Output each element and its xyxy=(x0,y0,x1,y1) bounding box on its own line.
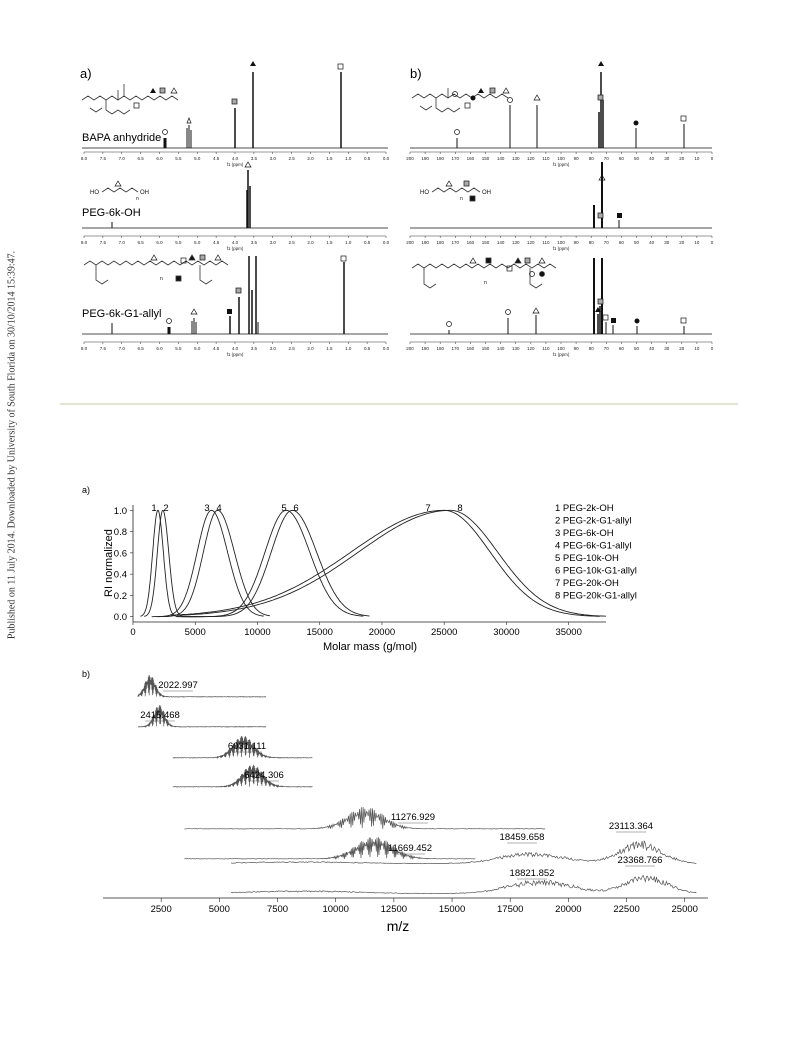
nmr-tick-label: 50 xyxy=(633,346,640,351)
nmr-tick-label: 40 xyxy=(649,240,655,245)
nmr-tick-label: 200 xyxy=(406,240,414,245)
nmr-tick-label: 1.5 xyxy=(326,240,333,245)
nmr-tick-label: 4.0 xyxy=(231,156,239,161)
square-gray-marker-icon xyxy=(236,288,241,293)
c13-spectrum-peg6k xyxy=(410,162,712,228)
gpc-peak-number: 8 xyxy=(457,503,463,514)
maldi-x-tick-label: 17500 xyxy=(497,904,524,915)
gpc-curves xyxy=(141,510,607,616)
circle-open-marker-icon xyxy=(453,92,458,97)
nmr-tick-label: 30 xyxy=(664,156,670,161)
nmr-tick-label: 90 xyxy=(573,240,579,245)
maldi-x-tick-label: 5000 xyxy=(208,904,230,915)
gpc-x-tick-label: 0 xyxy=(130,627,136,638)
square-open-marker-icon xyxy=(465,103,470,108)
publication-notice: Published on 11 July 2014. Downloaded by University of South Florida on 30/10/2014 15:39:47. xyxy=(6,250,18,640)
nmr-tick-label: 1.0 xyxy=(345,240,352,245)
nmr-tick-label: 6.5 xyxy=(137,240,144,245)
nmr-tick-label: 4.0 xyxy=(231,240,239,245)
nmr-tick-label: 10 xyxy=(694,240,700,245)
nmr-tick-label: 3.5 xyxy=(250,156,258,161)
nmr-tick-label: 1.0 xyxy=(345,156,352,161)
h1-axis-2 xyxy=(81,236,390,251)
nmr-tick-label: 50 xyxy=(633,240,640,245)
gpc-peak-number: 6 xyxy=(293,503,299,514)
nmr-tick-label: 0 xyxy=(710,156,714,161)
nmr-tick-label: 0.5 xyxy=(363,156,371,161)
triangle-filled-marker-icon xyxy=(598,61,604,66)
nmr-tick-label: 4.5 xyxy=(212,156,220,161)
nmr-tick-label: 2.0 xyxy=(307,346,314,351)
nmr-tick-label: 0.0 xyxy=(382,240,390,245)
maldi-x-tick-label: 22500 xyxy=(613,904,640,915)
maldi-peak-label: 11669.452 xyxy=(387,843,433,854)
nmr-tick-label: 150 xyxy=(481,156,490,161)
nmr-panel-b xyxy=(406,61,714,357)
gpc-legend-entry: 8 PEG-20k-G1-allyl xyxy=(555,590,637,602)
nmr-tick-label: 5.0 xyxy=(194,156,201,161)
triangle-open-marker-icon xyxy=(187,118,191,123)
nmr-tick-label: 130 xyxy=(511,156,520,161)
triangle-open-marker-icon xyxy=(245,162,251,167)
gpc-x-tick-label: 25000 xyxy=(430,627,458,638)
square-filled-marker-icon xyxy=(227,309,232,314)
nmr-tick-label: 180 xyxy=(436,156,444,161)
maldi-peak-label: 23368.766 xyxy=(617,855,663,866)
nmr-tick-label: 160 xyxy=(466,240,475,245)
gpc-x-tick-label: 15000 xyxy=(306,627,333,638)
nmr-tick-label: 50 xyxy=(633,156,640,161)
nmr-tick-label: 40 xyxy=(649,346,655,351)
square-open-marker-icon xyxy=(681,116,686,121)
repeat-unit-n: n xyxy=(460,196,463,202)
square-gray-marker-icon xyxy=(598,213,603,218)
nmr-tick-label: 60 xyxy=(618,156,624,161)
peg6k-g1-13c-structure-drawing xyxy=(412,258,556,288)
nmr-tick-label: 80 xyxy=(588,240,594,245)
triangle-filled-marker-icon xyxy=(478,88,484,93)
circle-filled-marker-icon xyxy=(634,121,639,126)
square-open-marker-icon xyxy=(338,64,343,69)
nmr-tick-label: 0 xyxy=(710,240,714,245)
h1-spectrum-peg6k-g1 xyxy=(82,256,388,334)
square-open-marker-icon xyxy=(134,103,139,108)
panel-label-a: a) xyxy=(80,66,92,81)
gpc-legend-entry: 7 PEG-20k-OH xyxy=(555,578,619,589)
maldi-peak-label: 2415.468 xyxy=(140,710,180,721)
circle-filled-marker-icon xyxy=(471,96,476,101)
maldi-x-tick-label: 10000 xyxy=(322,904,349,915)
maldi-peak-label: 11276.929 xyxy=(390,812,436,823)
nmr-tick-label: 70 xyxy=(603,240,609,245)
maldi-x-tick-label: 7500 xyxy=(266,904,289,915)
gpc-peak-number: 7 xyxy=(425,503,431,514)
square-gray-marker-icon xyxy=(598,299,603,304)
nmr-tick-label: 8.0 xyxy=(80,346,88,351)
maldi-x-tick-label: 20000 xyxy=(555,904,582,915)
nmr-tick-label: 100 xyxy=(557,240,565,245)
gpc-peak-number: 3 xyxy=(204,503,210,514)
gpc-y-tick-label: 0.0 xyxy=(113,612,127,624)
nmr-tick-label: 3.0 xyxy=(269,240,276,245)
circle-open-marker-icon xyxy=(455,130,460,135)
nmr-tick-label: 2.0 xyxy=(307,240,314,245)
circle-open-marker-icon xyxy=(506,310,511,315)
circle-open-marker-icon xyxy=(508,98,513,103)
nmr-tick-label: 170 xyxy=(451,346,460,351)
square-open-marker-icon xyxy=(341,256,346,261)
square-gray-marker-icon xyxy=(598,95,603,100)
gpc-x-axis-title: Molar mass (g/mol) xyxy=(322,641,418,653)
gpc-legend-entry: 2 PEG-2k-G1-allyl xyxy=(555,515,632,527)
nmr-tick-label: 3.0 xyxy=(269,156,276,161)
nmr-tick-label: 5.0 xyxy=(194,346,201,351)
gpc-x-tick-label: 30000 xyxy=(493,627,520,638)
gpc-legend-entry: 1 PEG-2k-OH xyxy=(555,503,614,514)
nmr-tick-label: 180 xyxy=(436,240,444,245)
gpc-x-tick-label: 5000 xyxy=(184,627,206,638)
gpc-peak-number: 2 xyxy=(163,503,169,514)
nmr-tick-label: 2.5 xyxy=(288,346,295,351)
maldi-peak-label: 23113.364 xyxy=(608,821,654,832)
nmr-tick-label: 70 xyxy=(603,156,609,161)
maldi-peak-label: 6424.306 xyxy=(244,770,284,781)
repeat-unit-n: n xyxy=(136,196,139,202)
nmr-tick-label: 170 xyxy=(451,240,460,245)
triangle-open-marker-icon xyxy=(533,308,539,313)
nmr-tick-label: 0.5 xyxy=(363,240,371,245)
nmr-tick-label: 60 xyxy=(618,240,624,245)
nmr-tick-label: 2.0 xyxy=(307,156,314,161)
gpc-curve xyxy=(170,510,600,616)
h1-axis-1 xyxy=(81,152,390,167)
nmr-tick-label: 30 xyxy=(664,346,670,351)
hydroxyl-label: OH xyxy=(140,190,149,196)
triangle-open-marker-icon xyxy=(503,88,509,93)
nmr-tick-label: 90 xyxy=(573,346,579,351)
hydroxyl-left-label: HO xyxy=(90,190,99,196)
nmr-tick-label: 40 xyxy=(649,156,655,161)
nmr-tick-label: 140 xyxy=(496,346,505,351)
c13-axis-1 xyxy=(406,152,714,167)
nmr-tick-label: 20 xyxy=(679,240,685,245)
nmr-tick-label: 8.0 xyxy=(80,156,88,161)
nmr-tick-label: 6.0 xyxy=(156,240,163,245)
nmr-tick-label: 130 xyxy=(511,346,520,351)
nmr-tick-label: 0.5 xyxy=(363,346,371,351)
nmr-tick-label: 100 xyxy=(557,156,565,161)
nmr-tick-label: 6.0 xyxy=(156,156,163,161)
nmr-tick-label: 190 xyxy=(421,156,429,161)
nmr-tick-label: 160 xyxy=(466,156,475,161)
nmr-tick-label: 110 xyxy=(542,156,550,161)
gpc-curve xyxy=(141,510,198,616)
maldi-peak-label: 18459.658 xyxy=(499,832,545,843)
nmr-tick-label: 100 xyxy=(557,346,565,351)
nmr-tick-label: 7.5 xyxy=(99,240,107,245)
triangle-open-marker-icon xyxy=(171,88,177,93)
nmr-tick-label: 0.0 xyxy=(382,346,390,351)
gpc-y-tick-label: 1.0 xyxy=(113,505,127,517)
nmr-tick-label: 5.5 xyxy=(175,156,182,161)
hydroxyl-label: OH xyxy=(482,190,491,196)
circle-open-marker-icon xyxy=(447,322,452,327)
c13-spectrum-peg6k-g1-markers xyxy=(447,299,687,327)
c13-axis-2 xyxy=(406,236,714,251)
maldi-panel-label: b) xyxy=(82,669,91,679)
square-open-marker-icon xyxy=(681,318,686,323)
repeat-unit-n: n xyxy=(160,276,163,282)
nmr-tick-label: 3.0 xyxy=(269,346,276,351)
nmr-tick-label: 190 xyxy=(421,240,429,245)
gpc-legend xyxy=(555,503,637,602)
nmr-tick-label: 6.5 xyxy=(137,346,144,351)
nmr-tick-label: 5.5 xyxy=(175,346,182,351)
nmr-tick-label: 60 xyxy=(618,346,624,351)
spectrum-label-2: PEG-6k-OH xyxy=(82,207,141,219)
hydroxyl-left-label: HO xyxy=(420,190,429,196)
nmr-tick-label: 4.5 xyxy=(212,240,220,245)
nmr-axis-title: f1 (ppm) xyxy=(552,246,570,251)
bapa-peak-markers xyxy=(134,88,177,108)
bapa-13c-structure-markers xyxy=(453,88,510,108)
maldi-x-tick-label: 25000 xyxy=(671,904,698,915)
publication-sidebar xyxy=(0,0,24,1039)
triangle-open-marker-icon xyxy=(191,309,197,314)
maldi-x-tick-label: 2500 xyxy=(150,904,172,915)
nmr-tick-label: 120 xyxy=(527,156,535,161)
nmr-tick-label: 80 xyxy=(588,156,594,161)
nmr-tick-label: 7.0 xyxy=(118,156,125,161)
gpc-curve xyxy=(157,510,270,616)
nmr-tick-label: 20 xyxy=(679,156,685,161)
nmr-tick-label: 140 xyxy=(496,240,505,245)
maldi-spectra xyxy=(138,675,697,893)
maldi-x-tick-label: 12500 xyxy=(380,904,408,915)
gpc-legend-entry: 4 PEG-6k-G1-allyl xyxy=(555,540,632,552)
nmr-tick-label: 0.0 xyxy=(382,156,390,161)
nmr-tick-label: 5.5 xyxy=(175,240,182,245)
nmr-tick-label: 7.0 xyxy=(118,346,125,351)
nmr-tick-label: 120 xyxy=(527,346,535,351)
nmr-tick-label: 1.5 xyxy=(326,156,333,161)
square-filled-marker-icon xyxy=(617,213,622,218)
c13-spectrum-bapa-markers xyxy=(455,61,687,135)
circle-filled-marker-icon xyxy=(635,319,640,324)
circle-open-marker-icon xyxy=(167,319,172,324)
maldi-x-axis-title: m/z xyxy=(386,918,410,934)
c13-spectrum-bapa xyxy=(410,72,712,148)
maldi-spectrum-trace xyxy=(138,675,266,697)
h1-axis-3 xyxy=(81,342,390,357)
nmr-axis-title: f1 (ppm) xyxy=(552,162,570,167)
gpc-y-tick-label: 0.4 xyxy=(113,569,127,581)
gpc-y-tick-label: 0.6 xyxy=(113,548,127,560)
repeat-unit-n: n xyxy=(484,280,487,286)
gpc-peak-number: 1 xyxy=(151,503,157,514)
gpc-axes xyxy=(114,505,606,638)
gpc-legend-entry: 6 PEG-10k-G1-allyl xyxy=(555,565,637,577)
maldi-peak-label: 2022.997 xyxy=(158,680,198,691)
square-filled-marker-icon xyxy=(611,318,616,323)
nmr-tick-label: 150 xyxy=(481,346,490,351)
nmr-tick-label: 130 xyxy=(511,240,520,245)
peg6k-g1-structure-drawing xyxy=(84,255,228,284)
maldi-x-tick-label: 15000 xyxy=(438,904,466,915)
nmr-tick-label: 7.5 xyxy=(99,156,107,161)
nmr-tick-label: 2.5 xyxy=(288,240,295,245)
nmr-tick-label: 30 xyxy=(664,240,670,245)
nmr-panel-a xyxy=(80,61,390,357)
gpc-y-tick-label: 0.8 xyxy=(113,527,127,539)
square-gray-marker-icon xyxy=(490,88,495,93)
nmr-tick-label: 7.5 xyxy=(99,346,107,351)
c13-axis-3 xyxy=(406,342,714,357)
nmr-tick-label: 3.5 xyxy=(250,240,258,245)
nmr-tick-label: 110 xyxy=(542,346,550,351)
maldi-spectrum-trace xyxy=(184,807,545,829)
nmr-tick-label: 4.0 xyxy=(231,346,239,351)
nmr-tick-label: 7.0 xyxy=(118,240,125,245)
nmr-tick-label: 200 xyxy=(406,156,414,161)
nmr-tick-label: 4.5 xyxy=(212,346,220,351)
nmr-tick-label: 170 xyxy=(451,156,460,161)
maldi-peak-label: 6031.111 xyxy=(227,741,267,752)
gpc-y-tick-label: 0.2 xyxy=(113,590,127,602)
maldi-spectrum-trace xyxy=(231,875,696,893)
maldi-peak-label: 18821.852 xyxy=(509,868,555,879)
gpc-peak-number: 4 xyxy=(216,503,222,514)
triangle-filled-marker-icon xyxy=(150,88,156,93)
peg6k-structure-drawing xyxy=(90,181,149,202)
nmr-tick-label: 200 xyxy=(406,346,414,351)
nmr-tick-label: 6.5 xyxy=(137,156,144,161)
nmr-tick-label: 90 xyxy=(573,156,579,161)
square-gray-marker-icon xyxy=(232,99,237,104)
nmr-tick-label: 0 xyxy=(710,346,714,351)
nmr-tick-label: 20 xyxy=(679,346,685,351)
nmr-tick-label: 110 xyxy=(542,240,550,245)
gpc-x-tick-label: 35000 xyxy=(555,627,582,638)
gpc-chart xyxy=(82,485,637,653)
gpc-x-tick-label: 20000 xyxy=(368,627,396,638)
nmr-tick-label: 2.5 xyxy=(288,156,295,161)
nmr-tick-label: 5.0 xyxy=(194,240,201,245)
nmr-axis-title: f1 (ppm) xyxy=(552,352,570,357)
circle-open-marker-icon xyxy=(163,130,168,135)
gpc-y-axis-title: RI normalized xyxy=(103,529,115,597)
peg6k-13c-structure-drawing xyxy=(420,181,491,202)
gpc-legend-entry: 3 PEG-6k-OH xyxy=(555,528,614,539)
gpc-peak-number: 5 xyxy=(281,503,287,514)
c13-spectrum-peg6k-g1 xyxy=(410,258,712,334)
square-gray-marker-icon xyxy=(160,88,165,93)
nmr-tick-label: 150 xyxy=(481,240,490,245)
panel-label-b: b) xyxy=(410,66,422,81)
nmr-tick-label: 10 xyxy=(694,156,700,161)
nmr-tick-label: 1.5 xyxy=(326,346,333,351)
gpc-peak-labels xyxy=(151,503,462,514)
nmr-axis-title: f1 (ppm) xyxy=(226,246,244,251)
nmr-tick-label: 180 xyxy=(436,346,444,351)
triangle-filled-marker-icon xyxy=(250,61,256,66)
triangle-open-marker-icon xyxy=(534,95,540,100)
maldi-spectrum-trace xyxy=(173,765,313,787)
h1-spectrum-peg6k xyxy=(82,170,388,228)
nmr-tick-label: 190 xyxy=(421,346,429,351)
nmr-tick-label: 6.0 xyxy=(156,346,163,351)
nmr-tick-label: 80 xyxy=(588,346,594,351)
spectrum-label-3: PEG-6k-G1-allyl xyxy=(82,308,162,320)
maldi-chart xyxy=(82,669,708,934)
spectrum-label-1: BAPA anhydride xyxy=(82,132,162,144)
nmr-tick-label: 3.5 xyxy=(250,346,258,351)
nmr-tick-label: 140 xyxy=(496,156,505,161)
nmr-axis-title: f1 (ppm) xyxy=(226,162,244,167)
gpc-panel-label: a) xyxy=(82,485,91,495)
nmr-tick-label: 10 xyxy=(694,346,700,351)
nmr-tick-label: 70 xyxy=(603,346,609,351)
nmr-tick-label: 120 xyxy=(527,240,535,245)
gpc-x-tick-label: 10000 xyxy=(244,627,271,638)
nmr-tick-label: 1.0 xyxy=(345,346,352,351)
gpc-legend-entry: 5 PEG-10k-OH xyxy=(555,553,619,564)
nmr-tick-label: 8.0 xyxy=(80,240,88,245)
nmr-axis-title: f1 (ppm) xyxy=(226,352,244,357)
nmr-tick-label: 160 xyxy=(466,346,475,351)
maldi-x-axis xyxy=(103,898,708,915)
square-open-marker-icon xyxy=(603,315,608,320)
